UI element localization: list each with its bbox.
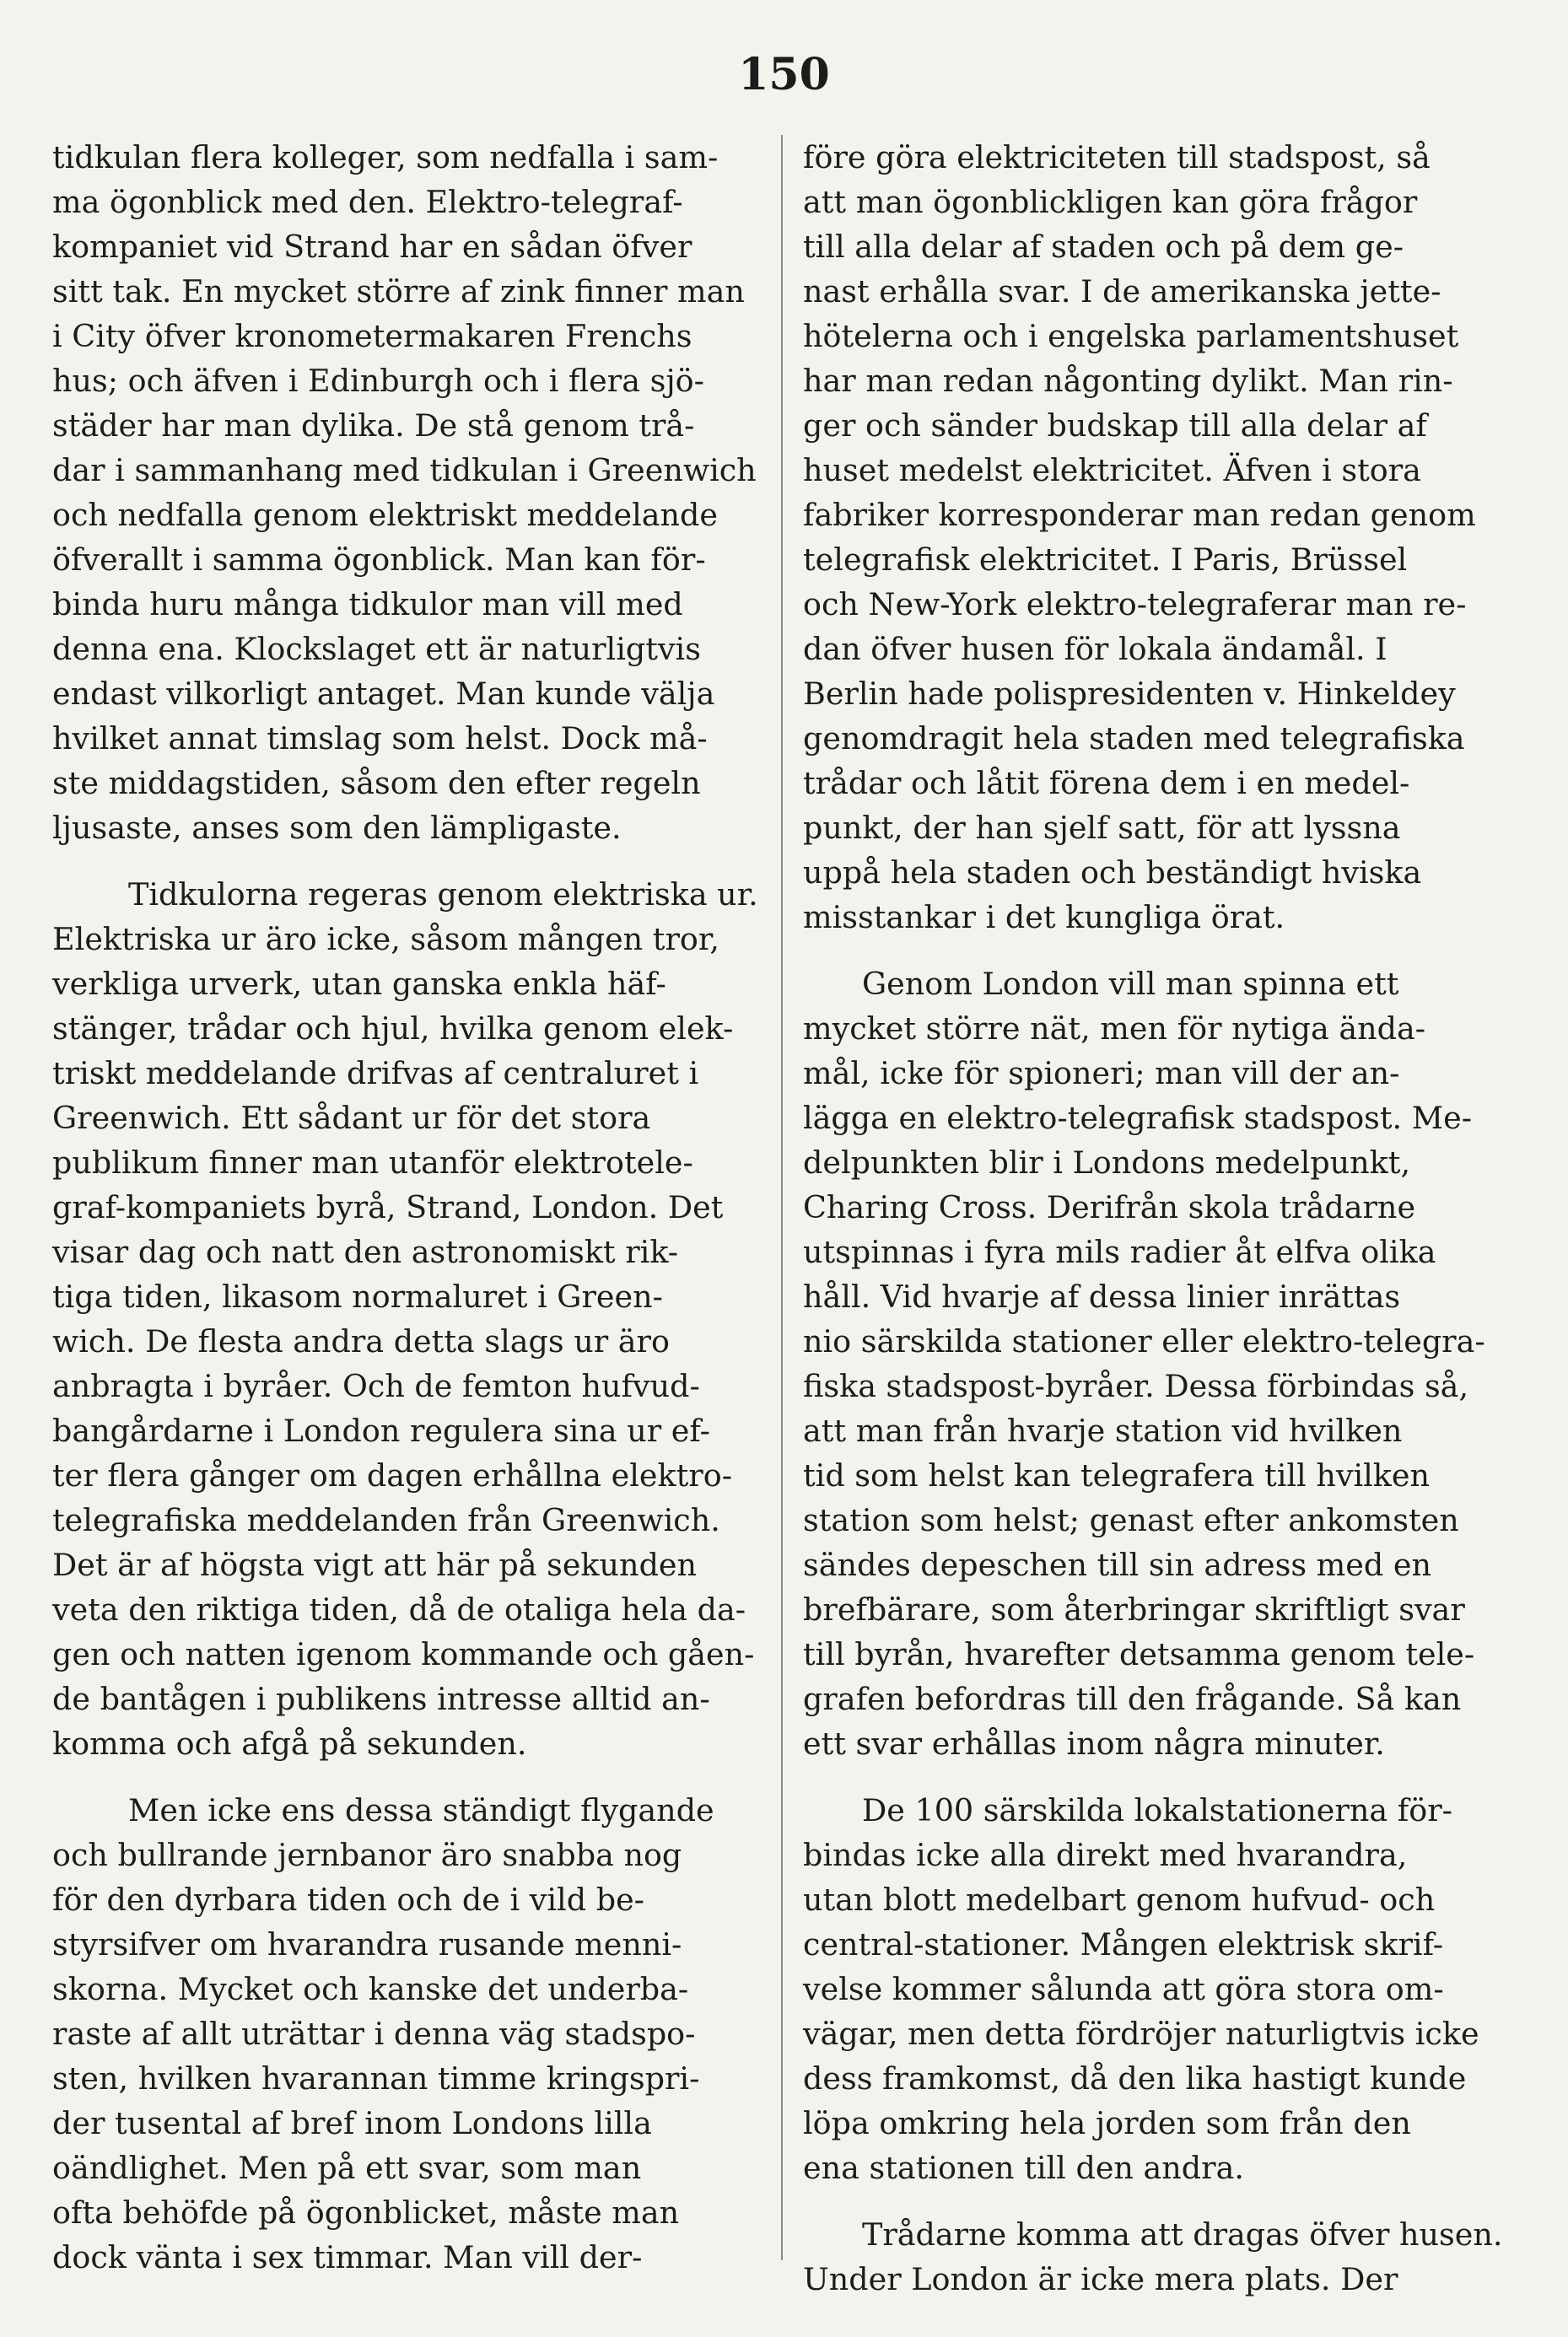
- column-divider: [781, 135, 783, 2260]
- right-paragraph-4: Trådarne komma att dragas öfver husen. Under London är icke mera plats. Der: [803, 2216, 1503, 2297]
- left-column: [52, 135, 765, 2280]
- right-paragraph-2: Genom London vill man spinna ett mycket större nät, men för nytiga ända- mål, icke för spioneri; man vill der an- lägga en elektro-telegrafisk stadspost. Me- delpunkten blir i Londons medelpunkt, Charing Cross. Derifrån skola trådarne utspinnas i fyra mils radier åt elfva olika håll. Vid hvarje af dessa linier inrättas nio särskilda stationer eller elektro-telegra- fiska stadspost-byråer. Dessa förbindas så, att man från hvarje station vid hvilken tid som helst kan telegrafera till hvilken station som helst; genast efter ankomsten sändes depeschen till sin adress med en brefbärare, som återbringar skriftligt svar till byrån, hvarefter detsamma genom tele- grafen befordras till den frågande. Så kan ett svar erhållas inom några minuter.: [803, 966, 1485, 1762]
- page-number: 150: [738, 49, 830, 100]
- right-column: [803, 135, 1516, 2302]
- left-paragraph-3: Men icke ens dessa ständigt flygande och bullrande jernbanor äro snabba nog för den dyrbara tiden och de i vild be- styrsifver om hvarandra rusande menni- skorna. Mycket och kanske det underba- raste af allt uträttar i denna väg stadspo- sten, hvilken hvarannan timme kringspri- der tusental af bref inom Londons lilla oändlighet. Men på ett svar, som man ofta behöfde på ögonblicket, måste man dock vänta i sex timmar. Man vill der-: [52, 1792, 714, 2275]
- right-paragraph-1: före göra elektriciteten till stadspost, så att man ögonblickligen kan göra frågor till alla delar af staden och på dem ge- nast erhålla svar. I de amerikanska jette- hötelerna och i engelska parlamentshuset har man redan någonting dylikt. Man rin- ger och sänder budskap till alla delar af huset medelst elektricitet. Äfven i stora fabriker korresponderar man redan genom telegrafisk elektricitet. I Paris, Brüssel och New-York elektro-telegraferar man re- dan öfver husen för lokala ändamål. I Berlin hade polispresidenten v. Hinkeldey genomdragit hela staden med telegrafiska trådar och låtit förena dem i en medel- punkt, der han sjelf satt, för att lyssna uppå hela staden och beständigt hviska misstankar i det kungliga örat.: [803, 139, 1476, 935]
- right-paragraph-3: De 100 särskilda lokalstationerna för- bindas icke alla direkt med hvarandra, utan blott medelbart genom hufvud- och central-stationer. Mången elektrisk skrif- velse kommer sålunda att göra stora om- vägar, men detta fördröjer naturligtvis icke dess framkomst, då den lika hastigt kunde löpa omkring hela jorden som från den ena stationen till den andra.: [803, 1792, 1479, 2186]
- left-paragraph-1: tidkulan flera kolleger, som nedfalla i sam- ma ögonblick med den. Elektro-telegraf- kompaniet vid Strand har en sådan öfver sitt tak. En mycket större af zink finner man i City öfver kronometermakaren Frenchs hus; och äfven i Edinburgh och i flera sjö- städer har man dylika. De stå genom trå- dar i sammanhang med tidkulan i Greenwich och nedfalla genom elektriskt meddelande öfverallt i samma ögonblick. Man kan för- binda huru många tidkulor man vill med denna ena. Klockslaget ett är naturligtvis endast vilkorligt antaget. Man kunde välja hvilket annat timslag som helst. Dock må- ste middagstiden, såsom den efter regeln ljusaste, anses som den lämpligaste.: [52, 139, 757, 846]
- left-paragraph-2: Tidkulorna regeras genom elektriska ur. Elektriska ur äro icke, såsom mången tror, verkliga urverk, utan ganska enkla häf- stänger, trådar och hjul, hvilka genom elek- triskt meddelande drifvas af centraluret i Greenwich. Ett sådant ur för det stora publikum finner man utanför elektrotele- graf-kompaniets byrå, Strand, London. Det visar dag och natt den astronomiskt rik- tiga tiden, likasom normaluret i Green- wich. De flesta andra detta slags ur äro anbragta i byråer. Och de femton hufvud- bangårdarne i London regulera sina ur ef- ter flera gånger om dagen erhållna elektro- telegrafiska meddelanden från Greenwich. Det är af högsta vigt att här på sekunden veta den riktiga tiden, då de otaliga hela da- gen och natten igenom kommande och gåen- de bantågen i publikens intresse alltid an- komma och afgå på sekunden.: [52, 876, 758, 1762]
